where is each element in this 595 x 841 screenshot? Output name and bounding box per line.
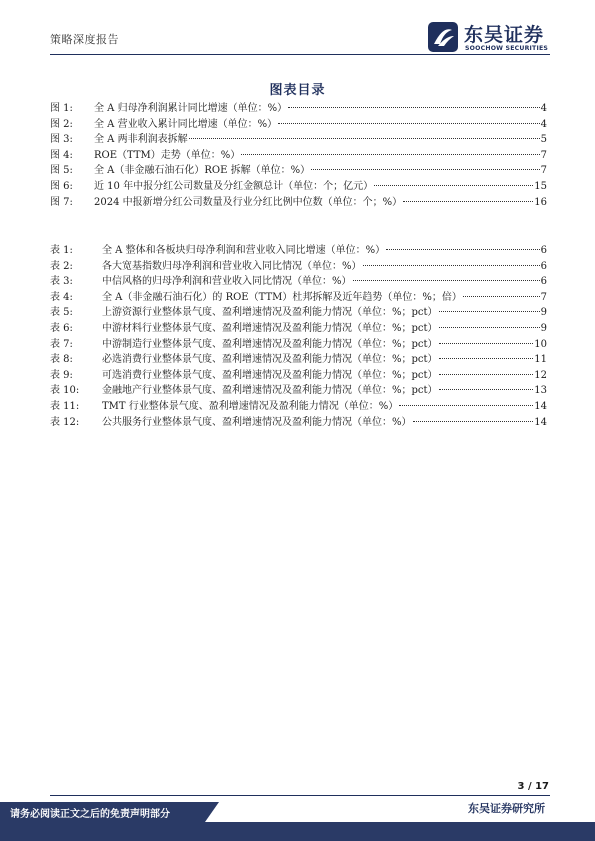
table-toc-entry-label: 表 3: [50, 276, 73, 288]
figure-toc-entry[interactable] [50, 117, 547, 133]
table-toc-entry-label: 表 12: [50, 416, 80, 428]
table-toc-entry-title: 各大宽基指数归母净利润和营业收入同比情况（单位：%） [102, 260, 362, 272]
figure-toc-entry[interactable] [50, 132, 547, 148]
figure-toc-entry-page: 4 [540, 103, 547, 114]
brand-logo [428, 20, 558, 56]
table-toc-entry-page: 6 [540, 245, 547, 256]
table-toc-entry[interactable] [50, 243, 547, 259]
header-divider [50, 54, 550, 55]
dot-leader [439, 327, 540, 328]
table-toc-entry[interactable] [50, 305, 547, 321]
figure-toc-entry-page: 5 [540, 134, 547, 146]
institute-name: 东吴证券研究所 [468, 802, 545, 815]
figure-toc-entry-label: 图 2: [50, 118, 73, 130]
table-toc-entry-page: 13 [534, 385, 547, 397]
table-toc-entry-page: 11 [534, 354, 547, 366]
figure-toc-entry[interactable] [50, 163, 547, 179]
table-toc-entry-page: 9 [540, 307, 547, 319]
table-toc-entry[interactable] [50, 383, 547, 399]
figure-toc-entry-page: 7 [540, 165, 547, 177]
table-toc-entry-page: 7 [540, 291, 547, 303]
table-toc-entry-label: 表 2: [50, 260, 73, 272]
table-toc-entry-label: 表 11: [50, 400, 80, 412]
table-toc-entry-label: 表 8: [50, 354, 73, 366]
figure-toc-entry-title: 全 A（非金融石油石化）ROE 拆解（单位：%） [94, 165, 311, 177]
table-toc-entry-page: 10 [534, 338, 547, 350]
figure-toc-entry-page: 7 [540, 149, 547, 161]
dot-leader [399, 405, 533, 406]
table-toc-entry[interactable] [50, 274, 547, 290]
table-list [50, 243, 547, 430]
table-toc-entry-title: 全 A 整体和各板块归母净利润和营业收入同比增速（单位：%） [102, 245, 386, 256]
figure-toc-entry-page: 15 [534, 180, 547, 192]
table-toc-entry-title: 必选消费行业整体景气度、盈利增速情况及盈利能力情况（单位：%；pct） [102, 354, 438, 366]
table-toc-entry-title: 中信风格的归母净利润和营业收入同比情况（单位：%） [102, 276, 352, 288]
figure-toc-entry-label: 图 6: [50, 180, 73, 192]
figure-toc-entry-title: 全 A 两非利润表拆解 [94, 134, 188, 146]
dot-leader [374, 185, 533, 186]
toc-title: 图表目录 [269, 83, 326, 98]
table-toc-entry-title: 全 A（非金融石油石化）的 ROE（TTM）杜邦拆解及近年趋势（单位：%；倍） [102, 291, 462, 303]
table-toc-entry-label: 表 1: [50, 245, 73, 256]
figure-toc-entry-page: 4 [540, 118, 547, 130]
figure-toc-entry[interactable] [50, 195, 547, 211]
dot-leader [439, 343, 534, 344]
table-toc-entry[interactable] [50, 399, 547, 415]
footer-divider [50, 795, 550, 796]
page-number: 3 / 17 [517, 781, 549, 792]
table-toc-entry[interactable] [50, 337, 547, 353]
figure-toc-entry-label: 图 7: [50, 196, 73, 208]
table-toc-entry-label: 表 5: [50, 307, 73, 319]
brand-name-en: SOOCHOW SECURITIES [465, 45, 549, 52]
figure-toc-entry[interactable] [50, 148, 547, 164]
table-toc-entry-label: 表 10: [50, 385, 80, 397]
dot-leader [439, 389, 534, 390]
dot-leader [278, 123, 540, 124]
figure-toc-entry-title: ROE（TTM）走势（单位：%） [94, 149, 241, 161]
dot-leader [288, 107, 540, 108]
figure-toc-entry-label: 图 1: [50, 103, 73, 114]
table-toc-entry-title: 中游材料行业整体景气度、盈利增速情况及盈利能力情况（单位：%；pct） [102, 322, 438, 334]
report-type-label: 策略深度报告 [50, 33, 119, 46]
figure-toc-entry-title: 2024 中报新增分红公司数量及行业分红比例中位数（单位：个；%） [94, 196, 403, 208]
dot-leader [439, 358, 534, 359]
figure-toc-entry[interactable] [50, 179, 547, 195]
dot-leader [241, 154, 539, 155]
dot-leader [189, 138, 540, 139]
dot-leader [363, 265, 540, 266]
table-toc-entry[interactable] [50, 368, 547, 384]
figure-toc-entry-label: 图 5: [50, 165, 73, 177]
table-toc-entry-page: 9 [540, 322, 547, 334]
figure-toc-entry-title: 全 A 营业收入累计同比增速（单位：%） [94, 118, 278, 130]
table-toc-entry[interactable] [50, 352, 547, 368]
figure-toc-entry[interactable] [50, 101, 547, 117]
dot-leader [353, 280, 540, 281]
figure-toc-entry-label: 图 3: [50, 134, 73, 146]
table-toc-entry-page: 6 [540, 260, 547, 272]
table-toc-entry-title: 公共服务行业整体景气度、盈利增速情况及盈利能力情况（单位：%） [102, 416, 412, 428]
table-toc-entry-title: 可选消费行业整体景气度、盈利增速情况及盈利能力情况（单位：%；pct） [102, 369, 438, 381]
table-toc-entry[interactable] [50, 259, 547, 275]
footer-band [0, 822, 595, 841]
dot-leader [403, 201, 533, 202]
figure-toc-entry-title: 全 A 归母净利润累计同比增速（单位：%） [94, 103, 288, 114]
disclaimer-text: 请务必阅读正文之后的免责声明部分 [10, 809, 170, 820]
dot-leader [413, 421, 534, 422]
table-toc-entry[interactable] [50, 415, 547, 431]
table-toc-entry-page: 12 [534, 369, 547, 381]
table-toc-entry[interactable] [50, 290, 547, 306]
table-toc-entry-page: 14 [534, 416, 547, 428]
table-toc-entry-page: 14 [534, 400, 547, 412]
dot-leader [439, 311, 540, 312]
table-toc-entry-label: 表 6: [50, 322, 73, 334]
figure-toc-entry-title: 近 10 年中报分红公司数量及分红金额总计（单位：个；亿元） [94, 180, 374, 192]
table-toc-entry-label: 表 4: [50, 291, 73, 303]
dot-leader [463, 296, 540, 297]
table-toc-entry-title: 金融地产行业整体景气度、盈利增速情况及盈利能力情况（单位：%；pct） [102, 385, 438, 397]
table-toc-entry-page: 6 [540, 276, 547, 288]
table-toc-entry-label: 表 9: [50, 369, 73, 381]
dot-leader [311, 169, 540, 170]
table-toc-entry-title: 中游制造行业整体景气度、盈利增速情况及盈利能力情况（单位：%；pct） [102, 338, 438, 350]
table-toc-entry-title: 上游资源行业整体景气度、盈利增速情况及盈利能力情况（单位：%；pct） [102, 307, 438, 319]
table-toc-entry-label: 表 7: [50, 338, 73, 350]
soochow-logo-icon [428, 22, 458, 52]
dot-leader [439, 374, 534, 375]
brand-name-cn: 东吴证券 [464, 24, 545, 46]
figure-list [50, 101, 547, 210]
disclaimer-banner [0, 802, 205, 822]
table-toc-entry-title: TMT 行业整体景气度、盈利增速情况及盈利能力情况（单位：%） [102, 400, 399, 412]
figure-toc-entry-label: 图 4: [50, 149, 73, 161]
figure-toc-entry-page: 16 [534, 196, 547, 208]
table-toc-entry[interactable] [50, 321, 547, 337]
dot-leader [386, 249, 540, 250]
